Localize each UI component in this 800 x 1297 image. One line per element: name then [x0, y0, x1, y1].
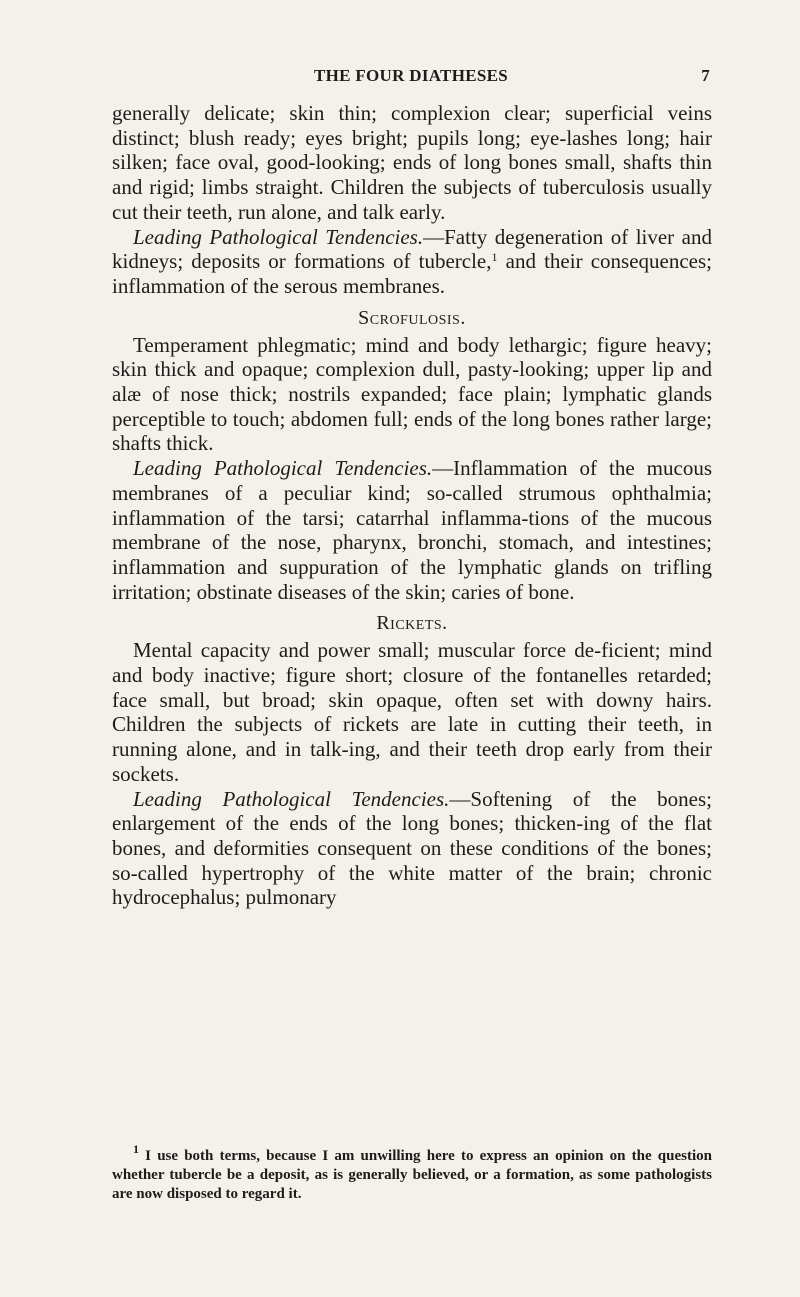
tendencies-label: Leading Pathological Tendencies.	[133, 456, 433, 481]
footnote-reference: 1	[491, 250, 498, 265]
paragraph-scrofulosis-tendencies	[112, 456, 712, 604]
running-head	[112, 66, 710, 92]
paragraph-text: and their consequences; inflammation of the serous membranes.	[112, 249, 713, 298]
section-heading-scrofulosis: Scrofulosis.	[358, 306, 466, 329]
paragraph-text: —Inflammation of the mucous membranes of a peculiar kind; so-called strumous ophthalmia; inflammation of the tarsi; catarrhal inflamma-tions of the mucous membrane of the nose, pharynx, bronchi, stomach, and intestines; inflammation and suppuration of the lymphatic glands on trifling irritation; obstinate diseases of the skin; caries of bone.	[112, 456, 712, 604]
paragraph-tuberculosis-description: generally delicate; skin thin; complexion clear; superficial veins distinct; blush ready; eyes bright; pupils long; eye-lashes long; hair silken; face oval, good-looking; ends of long bones small, shafts thin and rigid; limbs straight. Children the subjects of tuberculosis usually cut their teeth, run alone, and talk early.	[112, 101, 712, 224]
body-text	[112, 101, 712, 910]
section-heading-rickets: Rickets.	[376, 612, 448, 635]
tendencies-label: Leading Pathological Tendencies.	[133, 224, 424, 249]
running-title: THE FOUR DIATHESES	[313, 66, 509, 85]
footnote	[112, 1142, 712, 1204]
paragraph-text: —Fatty degeneration of liver and kidneys; deposits or formations of tubercle,	[112, 224, 712, 274]
paragraph-text: —Softening of the bones; enlargement of the ends of the long bones; thicken-ing of the flat bones, and deformities consequent on these conditions of the bones; so-called hypertrophy of the white matter of the brain; chronic hydrocephalus; pulmonary	[112, 786, 712, 910]
page-number: 7	[701, 66, 710, 85]
footnote-paragraph	[112, 1142, 712, 1204]
tendencies-label: Leading Pathological Tendencies.	[133, 786, 450, 811]
paragraph-tuberculosis-tendencies	[112, 225, 712, 299]
paragraph-rickets-tendencies	[112, 787, 712, 911]
paragraph-rickets-description: Mental capacity and power small; muscular force de-ficient; mind and body inactive; figure short; closure of the fontanelles retarded; face small, but broad; skin opaque, often set with downy hairs. Children the subjects of rickets are late in cutting their teeth, in running alone, and in talk-ing, and their teeth drop early from their sockets.	[112, 638, 712, 786]
footnote-marker: 1	[133, 1142, 139, 1156]
footnote-text: I use both terms, because I am unwilling here to express an opinion on the question whether tubercle be a deposit, as is generally believed, or a formation, as some pathologists are now disposed to regard it.	[112, 1148, 712, 1202]
paragraph-scrofulosis-description: Temperament phlegmatic; mind and body lethargic; figure heavy; skin thick and opaque; complexion dull, pasty-looking; upper lip and alæ of nose thick; nostrils expanded; face plain; lymphatic glands perceptible to touch; abdomen full; ends of the long bones rather large; shafts thick.	[112, 332, 712, 456]
